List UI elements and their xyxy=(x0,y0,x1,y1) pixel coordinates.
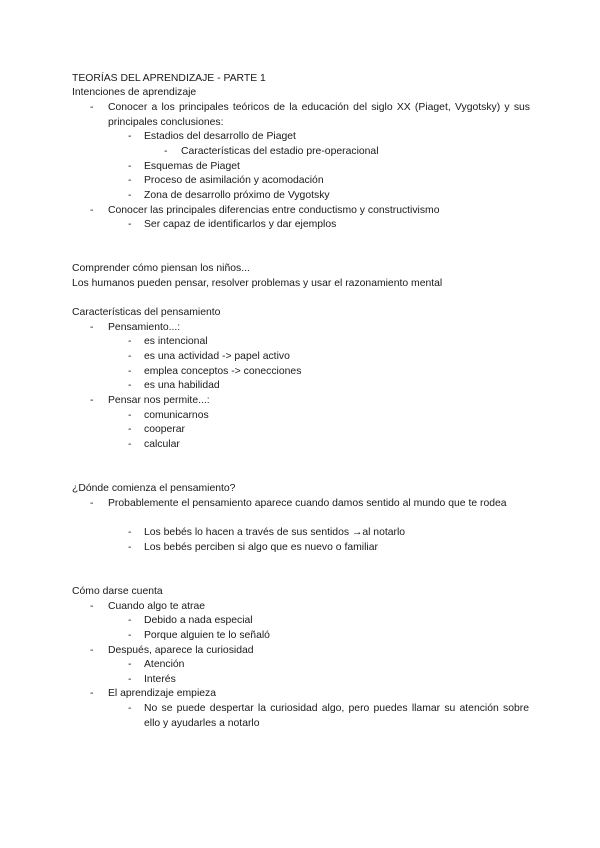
bullet-dash: - xyxy=(90,102,94,113)
list-item: Interés xyxy=(144,674,176,685)
list-item: El aprendizaje empieza xyxy=(108,688,217,699)
document-title: TEORÍAS DEL APRENDIZAJE - PARTE 1 xyxy=(72,73,266,84)
bullet-dash: - xyxy=(90,322,94,333)
bullet-dash: - xyxy=(128,380,132,391)
bullet-dash: - xyxy=(90,645,94,656)
bullet-dash: - xyxy=(128,424,132,435)
list-item: Proceso de asimilación y acomodación xyxy=(144,175,324,186)
list-item: Atención xyxy=(144,659,185,670)
list-item: Porque alguien te lo señaló xyxy=(144,630,270,641)
bullet-dash: - xyxy=(128,439,132,450)
bullet-dash: - xyxy=(128,527,132,538)
list-item: Cuando algo te atrae xyxy=(108,601,206,612)
list-item: comunicarnos xyxy=(144,410,209,421)
bullet-dash: - xyxy=(128,131,132,142)
list-item: Pensamiento...: xyxy=(108,322,181,333)
paragraph: Los humanos pueden pensar, resolver problemas y usar el razonamiento mental xyxy=(72,278,443,289)
bullet-dash: - xyxy=(128,366,132,377)
list-item: Ser capaz de identificarlos y dar ejemplos xyxy=(144,219,337,230)
bullet-dash: - xyxy=(90,601,94,612)
bullet-dash: - xyxy=(128,219,132,230)
bullet-dash: - xyxy=(128,615,132,626)
list-item: es una actividad -> papel activo xyxy=(144,351,290,362)
bullet-dash: - xyxy=(128,542,132,553)
section-heading-donde-comienza: ¿Dónde comienza el pensamiento? xyxy=(72,483,236,494)
list-item: Esquemas de Piaget xyxy=(144,161,240,172)
list-item: es una habilidad xyxy=(144,380,220,391)
bullet-dash: - xyxy=(128,703,132,714)
bullet-dash: - xyxy=(128,190,132,201)
list-item: Estadios del desarrollo de Piaget xyxy=(144,131,296,142)
list-item: Zona de desarrollo próximo de Vygotsky xyxy=(144,190,330,201)
bullet-dash: - xyxy=(128,630,132,641)
list-item: Características del estadio pre-operacional xyxy=(181,146,379,157)
list-item: Conocer las principales diferencias entre conductismo y constructivismo xyxy=(108,205,440,216)
list-item: Los bebés lo hacen a través de sus sentidos →al notarlo xyxy=(144,527,406,538)
list-item: Después, aparece la curiosidad xyxy=(108,645,254,656)
section-heading-intenciones: Intenciones de aprendizaje xyxy=(72,87,197,98)
list-item: Probablemente el pensamiento aparece cuando damos sentido al mundo que te rodea xyxy=(108,498,507,509)
bullet-dash: - xyxy=(128,674,132,685)
list-item: Debido a nada especial xyxy=(144,615,253,626)
list-item: calcular xyxy=(144,439,180,450)
bullet-dash: - xyxy=(128,351,132,362)
bullet-dash: - xyxy=(128,659,132,670)
bullet-dash: - xyxy=(90,688,94,699)
bullet-dash: - xyxy=(90,498,94,509)
section-heading-caracteristicas: Características del pensamiento xyxy=(72,307,221,318)
list-item: emplea conceptos -> conecciones xyxy=(144,366,302,377)
list-item: es intencional xyxy=(144,336,208,347)
section-heading-como-darse-cuenta: Cómo darse cuenta xyxy=(72,586,163,597)
bullet-dash: - xyxy=(128,410,132,421)
bullet-dash: - xyxy=(128,175,132,186)
section-heading-comprender: Comprender cómo piensan los niños... xyxy=(72,263,250,274)
list-item: No se puede despertar la curiosidad algo, pero puedes llamar su atención sobre ello y ayudarles a notarlo xyxy=(144,703,529,729)
list-item: Los bebés perciben si algo que es nuevo o familiar xyxy=(144,542,378,553)
list-item: Conocer a los principales teóricos de la educación del siglo XX (Piaget, Vygotsky) y sus principales conclusiones: xyxy=(108,102,530,128)
bullet-dash: - xyxy=(128,161,132,172)
bullet-dash: - xyxy=(90,205,94,216)
bullet-dash: - xyxy=(164,146,168,157)
list-item: Pensar nos permite...: xyxy=(108,395,210,406)
bullet-dash: - xyxy=(90,395,94,406)
list-item: cooperar xyxy=(144,424,186,435)
bullet-dash: - xyxy=(128,336,132,347)
